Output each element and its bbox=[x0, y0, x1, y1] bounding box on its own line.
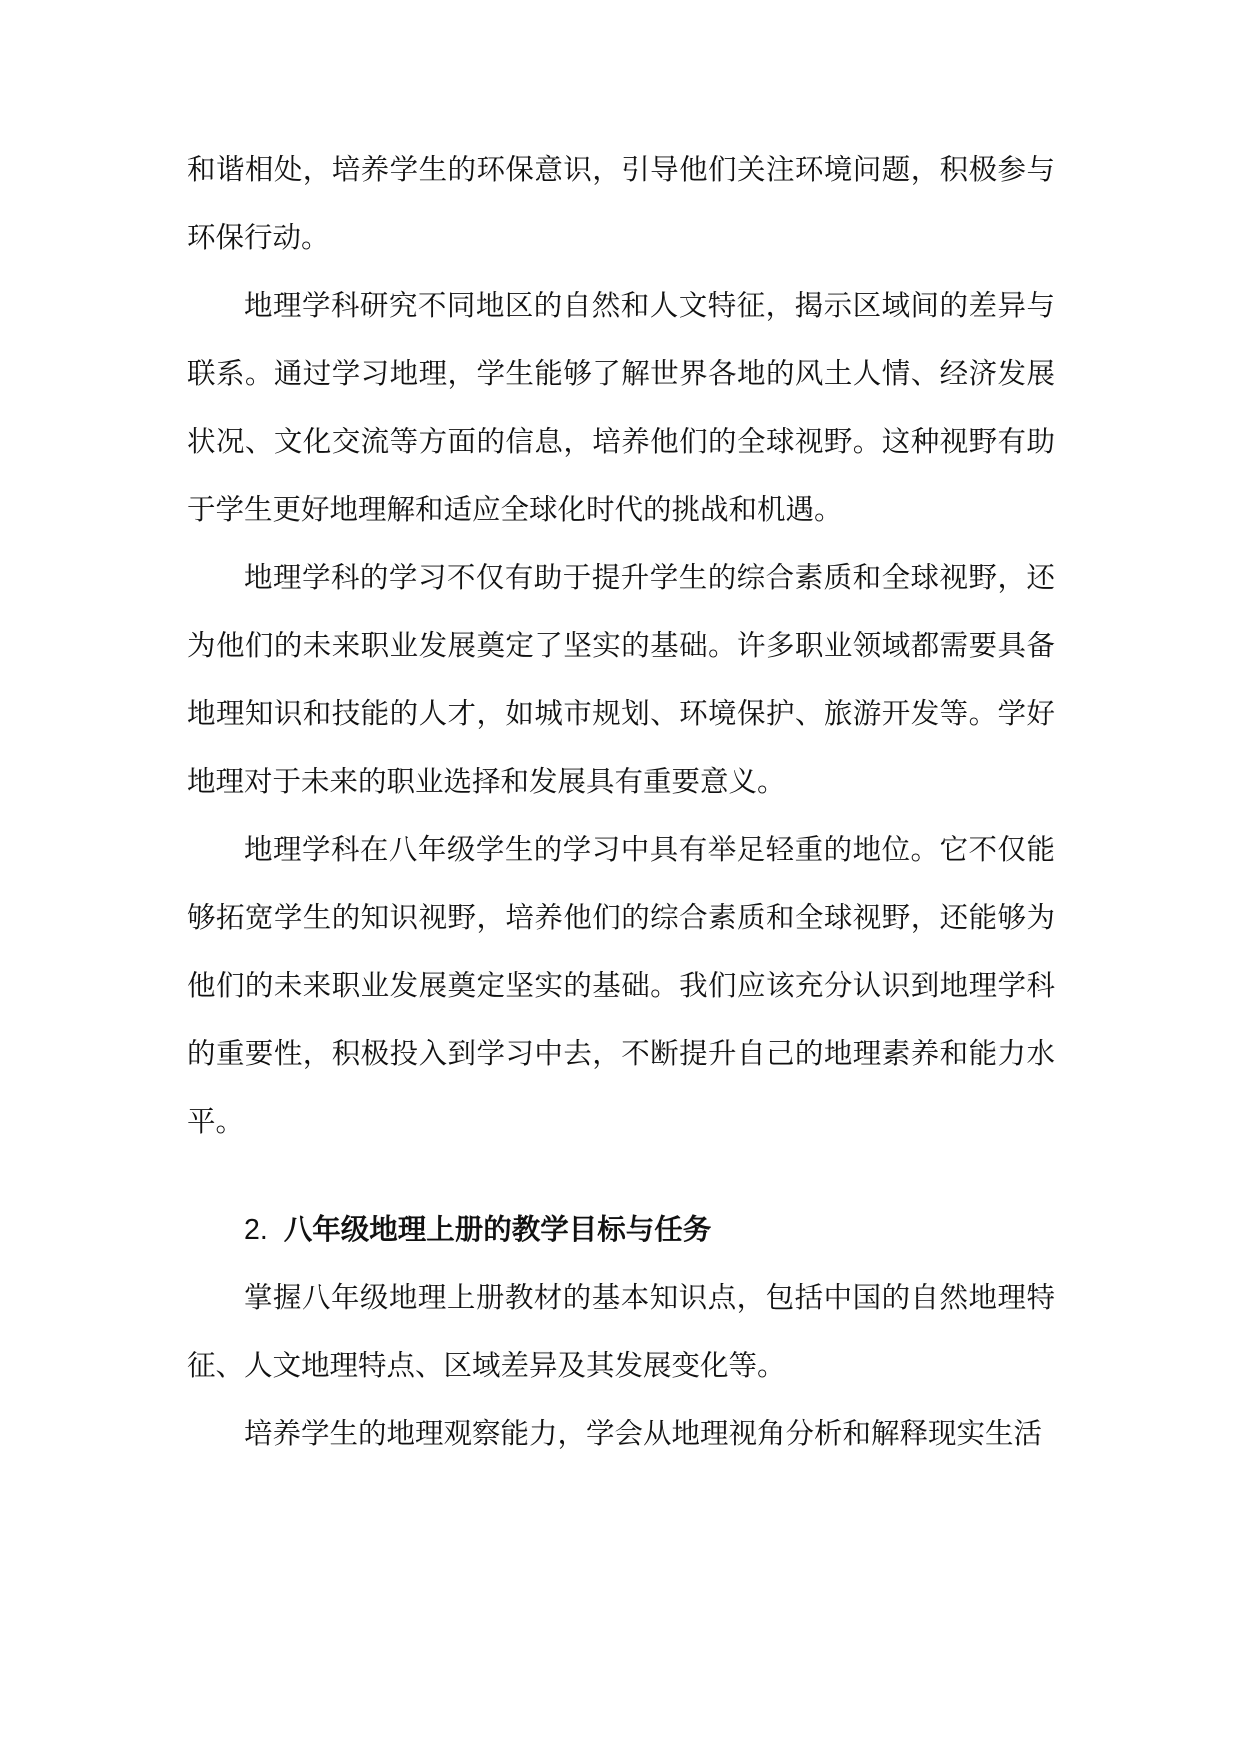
section-number: 2. bbox=[244, 1214, 268, 1246]
paragraph-knowledge-goal: 掌握八年级地理上册教材的基本知识点，包括中国的自然地理特征、人文地理特点、区域差异及其发展变化等。 bbox=[187, 1281, 1055, 1382]
paragraph-career-foundation: 地理学科的学习不仅有助于提升学生的综合素质和全球视野，还为他们的未来职业发展奠定了坚实的基础。许多职业领域都需要具备地理知识和技能的人才，如城市规划、环境保护、旅游开发等。学好地理对于未来的职业选择和发展具有重要意义。 bbox=[187, 561, 1055, 798]
paragraph-importance-summary: 地理学科在八年级学生的学习中具有举足轻重的地位。它不仅能够拓宽学生的知识视野，培养他们的综合素质和全球视野，还能够为他们的未来职业发展奠定坚实的基础。我们应该充分认识到地理学科的重要性，积极投入到学习中去，不断提升自己的地理素养和能力水平。 bbox=[187, 833, 1055, 1138]
section-title: 八年级地理上册的教学目标与任务 bbox=[283, 1213, 712, 1246]
document-body bbox=[187, 136, 1055, 1468]
paragraph-regional-differences: 地理学科研究不同地区的自然和人文特征，揭示区域间的差异与联系。通过学习地理，学生能够了解世界各地的风土人情、经济发展状况、文化交流等方面的信息，培养他们的全球视野。这种视野有助于学生更好地理解和适应全球化时代的挑战和机遇。 bbox=[187, 289, 1055, 526]
paragraph-continuation-environment: 和谐相处，培养学生的环保意识，引导他们关注环境问题，积极参与环保行动。 bbox=[187, 153, 1055, 254]
section-heading bbox=[187, 1196, 1055, 1264]
paragraph-observation-goal: 培养学生的地理观察能力，学会从地理视角分析和解释现实生活 bbox=[244, 1417, 1043, 1450]
